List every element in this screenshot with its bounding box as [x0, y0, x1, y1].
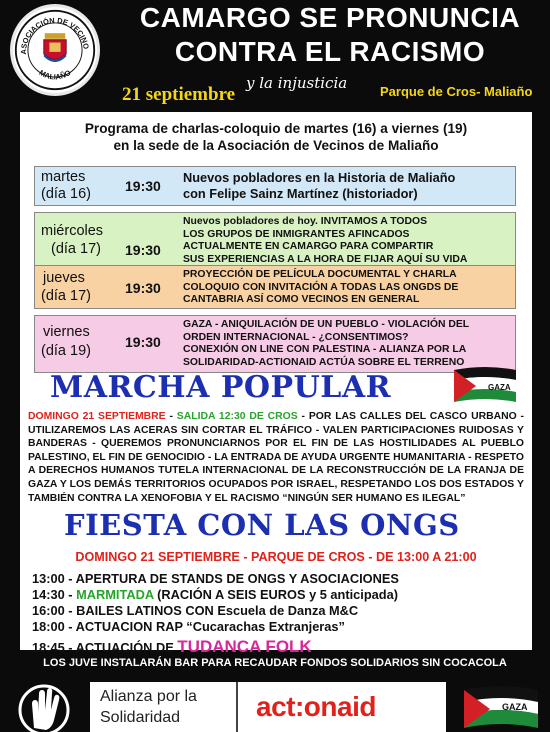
talk-line: GAZA - ANIQUILACIÓN DE UN PUEBLO - VIOLACIÓN DEL	[183, 319, 470, 330]
hand-logo-icon	[16, 680, 72, 732]
association-seal-logo	[10, 4, 100, 96]
talk-day-number: (día 16)	[41, 186, 91, 202]
talk-row-tuesday	[34, 166, 516, 206]
svg-text:MALIAÑO: MALIAÑO	[37, 68, 73, 82]
talk-description	[183, 319, 469, 369]
talk-line: ACTUALMENTE EN CAMARGO PARA COMPARTIR	[183, 241, 434, 253]
marcha-departure: SALIDA 12:30 DE CROS	[176, 411, 298, 422]
schedule-item	[32, 619, 345, 634]
talk-description	[183, 269, 458, 307]
schedule-text: 14:30 -	[32, 587, 77, 602]
talk-line: SOLIDARIDAD-ACTIONAID ACTÚA SOBRE EL TERRENO	[183, 356, 465, 368]
marcha-dash: -	[165, 411, 177, 422]
talk-row-friday	[34, 315, 516, 373]
talk-day: viernes	[43, 324, 90, 340]
palestine-flag-icon	[452, 366, 518, 406]
talk-line: LOS GRUPOS DE INMIGRANTES AFINCADOS	[183, 228, 410, 240]
alianza-logo	[90, 682, 237, 732]
marcha-description	[28, 410, 524, 505]
talk-day-number: (día 19)	[41, 343, 91, 359]
talk-line: ORDEN INTERNACIONAL - ¿CONSENTIMOS?	[183, 331, 409, 343]
schedule-item	[32, 603, 358, 618]
schedule-item	[32, 637, 312, 657]
actionaid-wordmark: act:onaid	[256, 691, 376, 722]
footer-note: LOS JUVE INSTALARÁN BAR PARA RECAUDAR FONDOS SOLIDARIOS SIN COCACOLA	[43, 657, 507, 669]
talk-line: CONEXIÓN ON LINE CON PALESTINA - ALIANZA POR LA	[183, 344, 467, 356]
talk-line: COLOQUIO CON INVITACIÓN A TODAS LAS ONGDS DE	[183, 281, 459, 293]
talk-description	[183, 170, 455, 202]
program-intro	[20, 120, 532, 154]
fiesta-title: FIESTA CON LAS ONGS	[64, 508, 460, 542]
talk-day: martes	[41, 169, 86, 185]
schedule-text: 16:00 - BAILES LATINOS CON Escuela de Danza M&C	[32, 603, 359, 618]
talk-day-number: (día 17)	[41, 288, 91, 304]
talk-time: 19:30	[125, 280, 161, 296]
marcha-title: MARCHA POPULAR	[50, 370, 392, 405]
schedule-item	[32, 587, 398, 602]
svg-text:ASOCIACIÓN DE VECINOS: ASOCIACIÓN DE VECINO	[19, 15, 91, 55]
title-line-1: CAMARGO SE PRONUNCIA	[139, 2, 521, 33]
subtitle: y la injusticia	[246, 74, 348, 92]
fiesta-date: DOMINGO 21 SEPTIEMBRE - PARQUE DE CROS - DE 13:00 A 21:00	[75, 550, 477, 564]
talk-line: PROYECCIÓN DE PELÍCULA DOCUMENTAL Y CHARLA	[183, 269, 457, 280]
program-intro-line-1: Programa de charlas-coloquio de martes (16) a viernes (19)	[84, 121, 468, 136]
actionaid-logo	[236, 682, 446, 732]
program-intro-line-2: en la sede de la Asociación de Vecinos de Maliaño	[113, 138, 439, 153]
talk-day: jueves	[43, 270, 85, 286]
event-location: Parque de Cros- Maliaño	[380, 84, 533, 99]
talk-description	[183, 216, 467, 266]
flag-label: GAZA	[488, 383, 511, 392]
flag-label: GAZA	[502, 702, 528, 712]
talk-day: miércoles	[41, 223, 104, 239]
talk-line: con Felipe Sainz Martínez (historiador)	[183, 186, 418, 201]
gaza-flag-icon	[462, 682, 540, 732]
talk-line: SUS EXPERIENCIAS A LA HORA DE FIJAR AQUÍ SU VIDA	[183, 253, 468, 265]
program-panel	[20, 112, 532, 656]
alianza-line-2: Solidaridad	[100, 709, 181, 726]
schedule-highlight: MARMITADA	[76, 587, 154, 602]
talk-time: 19:30	[125, 178, 161, 194]
schedule-text: 18:45 - ACTUACIÓN DE	[32, 640, 178, 655]
talk-line: CANTABRIA ASÍ COMO VECINOS EN GENERAL	[183, 294, 420, 306]
schedule-text: 13:00 - APERTURA DE STANDS DE ONGS Y ASOCIACIONES	[32, 571, 399, 586]
marcha-date: DOMINGO 21 SEPTIEMBRE	[28, 411, 166, 422]
talk-line: Nuevos pobladores en la Historia de Maliaño	[183, 170, 456, 185]
talk-row-thursday	[34, 265, 516, 309]
talk-day-number: (día 17)	[51, 241, 101, 257]
title-line-2: CONTRA EL RACISMO	[174, 36, 486, 67]
schedule-item	[32, 571, 399, 586]
talk-row-wednesday	[34, 212, 516, 269]
seal-graphic	[13, 7, 97, 93]
schedule-text: (RACIÓN A SEIS EUROS y 5 anticipada)	[153, 587, 398, 602]
talk-time: 19:30	[125, 242, 161, 258]
talk-line: Nuevos pobladores de hoy. INVITAMOS A TODOS	[183, 216, 428, 227]
alianza-line-1: Alianza por la	[100, 688, 197, 705]
marcha-body: - POR LAS CALLES DEL CASCO URBANO - UTILIZAREMOS LAS ACERAS SIN CORTAR EL TRÁFICO - VALEN PARTICIPACIONES RUIDOSAS Y BANDERAS - QUEREMOS PRONUNCIARNOS POR EL FIN DE LAS HOSTILIDADES AL PUEBLO PALESTINO, EL FIN DE GENOCIDIO - LA ENTRADA DE AYUDA URGENTE HUMANITARIA - RESPETO A DERECHOS HUMANOS TUTELA INTERNACIONAL DE LA RECONSTRUCCIÓN DE LA FRANJA DE GAZA Y LOS DEMÁS TERRITORIOS OCUPADOS POR ISRAEL, RESPETANDO LOS DOS ESTADOS Y TAMBIÉN CONTRA LA XENOFOBIA Y EL RACISMO “NINGÚN SER HUMANO ES ILEGAL”	[28, 411, 524, 504]
talk-time: 19:30	[125, 334, 161, 350]
event-date: 21 septiembre	[122, 84, 236, 105]
schedule-text: 18:00 - ACTUACION RAP “Cucarachas Extranjeras”	[32, 619, 345, 634]
schedule-highlight: TUDANCA FOLK	[177, 637, 312, 656]
